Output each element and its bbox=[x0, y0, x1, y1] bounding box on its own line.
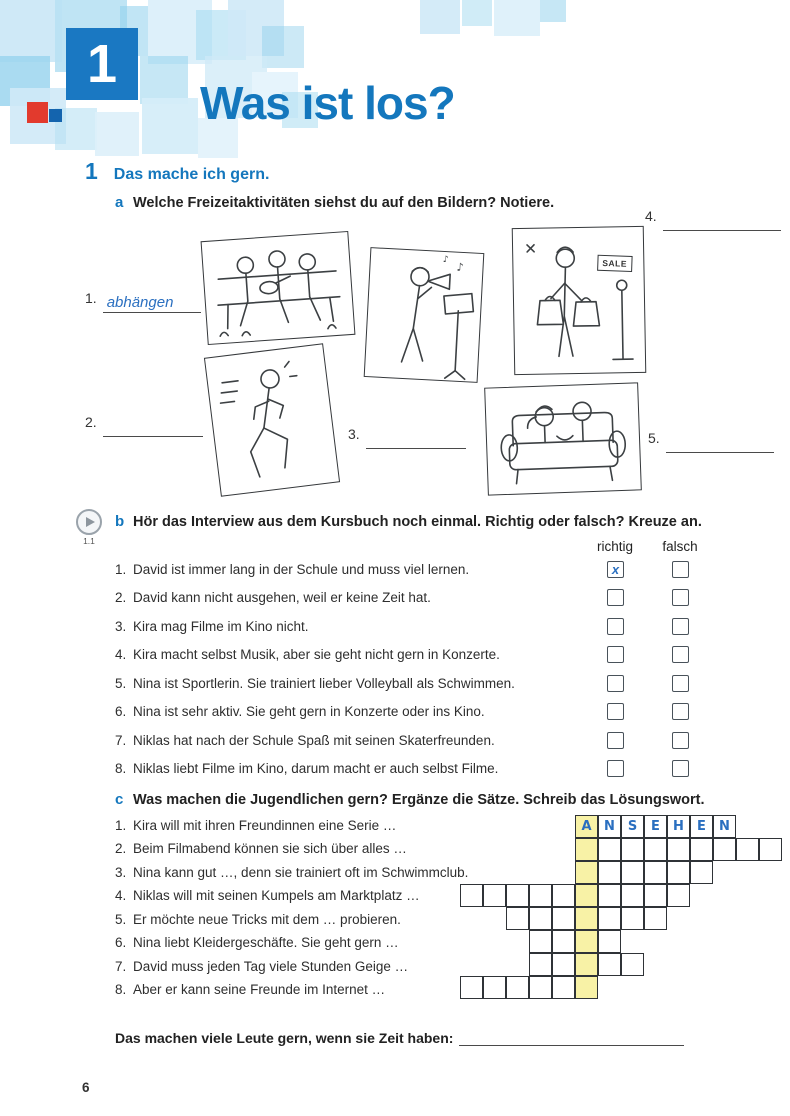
blank-number: 2. bbox=[85, 414, 97, 430]
couch-tv-drawing bbox=[485, 383, 641, 494]
illustration-jogger bbox=[204, 343, 340, 497]
statement-row bbox=[115, 647, 765, 667]
sentence-number: 2. bbox=[115, 841, 127, 856]
decorative-square bbox=[0, 0, 62, 62]
crossword-solution-cell[interactable] bbox=[575, 976, 598, 999]
blank-number: 1. bbox=[85, 290, 97, 306]
answer-blank-3 bbox=[348, 426, 466, 449]
statement-text: Kira macht selbst Musik, aber sie geht nicht gern in Konzerte. bbox=[133, 647, 500, 662]
answer-blank-2 bbox=[85, 414, 203, 437]
sentence-row bbox=[115, 959, 595, 974]
statement-number: 8. bbox=[115, 761, 127, 776]
crossword-cell[interactable] bbox=[598, 907, 621, 930]
column-header-richtig: richtig bbox=[596, 539, 633, 554]
checkbox-richtig[interactable] bbox=[607, 618, 624, 635]
checkbox-falsch[interactable] bbox=[672, 675, 689, 692]
statement-number: 2. bbox=[115, 590, 127, 605]
statement-row bbox=[115, 619, 765, 639]
checkbox-falsch[interactable] bbox=[672, 760, 689, 777]
crossword-cell[interactable] bbox=[529, 907, 552, 930]
task-b-letter: b bbox=[115, 513, 125, 530]
bench-hangout-drawing bbox=[202, 232, 355, 344]
trumpet-player-drawing bbox=[365, 248, 484, 382]
writing-line[interactable] bbox=[666, 434, 774, 453]
sentence-text: Aber er kann seine Freunde im Internet … bbox=[133, 982, 386, 997]
sale-sign: SALE bbox=[597, 255, 632, 272]
section-number: 1 bbox=[85, 158, 98, 184]
sentence-number: 3. bbox=[115, 865, 127, 880]
crossword-cell[interactable] bbox=[621, 861, 644, 884]
crossword-cell[interactable] bbox=[621, 838, 644, 861]
statement-text: Nina ist sehr aktiv. Sie geht gern in Konzerte oder ins Kino. bbox=[133, 704, 485, 719]
crossword-cell[interactable] bbox=[506, 976, 529, 999]
crossword-cell[interactable] bbox=[506, 884, 529, 907]
answer-blank-5 bbox=[648, 430, 774, 453]
crossword-cell[interactable] bbox=[644, 861, 667, 884]
handwritten-letter: H bbox=[673, 819, 684, 834]
crossword-cell[interactable] bbox=[667, 884, 690, 907]
crossword-cell[interactable] bbox=[598, 838, 621, 861]
solution-writing-line[interactable] bbox=[459, 1031, 684, 1046]
crossword-cell[interactable] bbox=[690, 815, 713, 838]
page-title: Was ist los? bbox=[200, 77, 455, 129]
illustration-friends-on-bench bbox=[201, 231, 356, 345]
blank-number: 4. bbox=[645, 208, 657, 224]
checkbox-falsch[interactable] bbox=[672, 589, 689, 606]
decorative-square bbox=[540, 0, 566, 22]
writing-line[interactable] bbox=[103, 294, 201, 313]
statement-number: 1. bbox=[115, 562, 127, 577]
svg-text:♪: ♪ bbox=[456, 260, 464, 274]
audio-play-icon[interactable] bbox=[76, 509, 102, 535]
checkbox-richtig[interactable] bbox=[607, 760, 624, 777]
handwritten-answer bbox=[103, 418, 107, 435]
crossword-cell[interactable] bbox=[598, 953, 621, 976]
sentence-text: Kira will mit ihren Freundinnen eine Serie … bbox=[133, 818, 397, 833]
sentence-number: 7. bbox=[115, 959, 127, 974]
blank-number: 5. bbox=[648, 430, 660, 446]
crossword-cell[interactable] bbox=[529, 930, 552, 953]
decorative-red-square bbox=[27, 102, 48, 123]
crossword-cell[interactable] bbox=[552, 976, 575, 999]
play-triangle-icon bbox=[86, 517, 95, 527]
blank-number: 3. bbox=[348, 426, 360, 442]
statement-row bbox=[115, 676, 765, 696]
crossword-cell[interactable] bbox=[460, 884, 483, 907]
crossword-solution-cell[interactable] bbox=[575, 815, 598, 838]
jogging-drawing bbox=[205, 344, 339, 495]
task-c-letter: c bbox=[115, 791, 124, 808]
decorative-blue-square bbox=[49, 109, 62, 122]
task-a-instruction: Welche Freizeitaktivitäten siehst du auf den Bildern? Notiere. bbox=[133, 195, 555, 211]
sentence-text: Nina liebt Kleidergeschäfte. Sie geht gern … bbox=[133, 935, 399, 950]
writing-line[interactable] bbox=[103, 418, 203, 437]
statement-text: Kira mag Filme im Kino nicht. bbox=[133, 619, 309, 634]
crossword-cell[interactable] bbox=[644, 815, 667, 838]
statement-row bbox=[115, 704, 765, 724]
solution-word-line bbox=[115, 1030, 684, 1046]
handwritten-letter: S bbox=[627, 819, 638, 834]
svg-text:♪: ♪ bbox=[442, 254, 449, 266]
checkbox-richtig[interactable] bbox=[607, 703, 624, 720]
sentence-text: Niklas will mit seinen Kumpels am Marktplatz … bbox=[133, 888, 420, 903]
crossword-solution-cell[interactable] bbox=[575, 884, 598, 907]
statement-row bbox=[115, 562, 765, 582]
sentence-number: 8. bbox=[115, 982, 127, 997]
crossword-cell[interactable] bbox=[690, 861, 713, 884]
task-a-letter: a bbox=[115, 194, 124, 211]
checkbox-falsch[interactable] bbox=[672, 703, 689, 720]
statement-number: 5. bbox=[115, 676, 127, 691]
crossword-cell[interactable] bbox=[598, 815, 621, 838]
crossword-cell[interactable] bbox=[759, 838, 782, 861]
crossword-cell[interactable] bbox=[506, 907, 529, 930]
checkbox-falsch[interactable] bbox=[672, 561, 689, 578]
statement-row bbox=[115, 590, 765, 610]
handwritten-answer: abhängen bbox=[106, 294, 174, 311]
handwritten-answer bbox=[663, 212, 667, 229]
statement-text: David ist immer lang in der Schule und muss viel lernen. bbox=[133, 562, 470, 577]
handwritten-letter: E bbox=[697, 819, 706, 834]
handwritten-letter: N bbox=[604, 819, 615, 834]
statement-row bbox=[115, 761, 765, 781]
sentence-row bbox=[115, 865, 595, 880]
crossword-solution-cell[interactable] bbox=[575, 838, 598, 861]
statement-row bbox=[115, 733, 765, 753]
crossword-cell[interactable] bbox=[667, 861, 690, 884]
chapter-number-badge bbox=[66, 28, 138, 100]
checkbox-falsch[interactable] bbox=[672, 618, 689, 635]
section-heading bbox=[85, 158, 269, 185]
sentence-text: David muss jeden Tag viele Stunden Geige … bbox=[133, 959, 409, 974]
statement-number: 6. bbox=[115, 704, 127, 719]
crossword-cell[interactable] bbox=[529, 953, 552, 976]
audio-track-number: 1.1 bbox=[83, 536, 95, 546]
checkbox-richtig[interactable] bbox=[607, 646, 624, 663]
crossword-cell[interactable] bbox=[667, 838, 690, 861]
crossword-cell[interactable] bbox=[483, 976, 506, 999]
writing-line[interactable] bbox=[366, 430, 466, 449]
crossword-solution-cell[interactable] bbox=[575, 930, 598, 953]
crossword-cell[interactable] bbox=[598, 930, 621, 953]
task-c-heading bbox=[115, 791, 705, 808]
statement-text: David kann nicht ausgehen, weil er keine Zeit hat. bbox=[133, 590, 431, 605]
crossword-cell[interactable] bbox=[552, 953, 575, 976]
sentence-text: Beim Filmabend können sie sich über alles … bbox=[133, 841, 407, 856]
solution-prompt: Das machen viele Leute gern, wenn sie Zeit haben: bbox=[115, 1030, 454, 1046]
handwritten-answer bbox=[366, 430, 370, 447]
decorative-square bbox=[142, 98, 198, 154]
sentence-row bbox=[115, 841, 595, 856]
decorative-square bbox=[140, 56, 188, 104]
crossword-cell[interactable] bbox=[621, 907, 644, 930]
decorative-square bbox=[95, 112, 139, 156]
handwritten-letter: A bbox=[581, 819, 592, 834]
crossword-cell[interactable] bbox=[667, 815, 690, 838]
writing-line[interactable] bbox=[663, 212, 781, 231]
crossword-cell[interactable] bbox=[529, 884, 552, 907]
handwritten-check-mark: x bbox=[611, 562, 620, 577]
answer-blank-1 bbox=[85, 290, 201, 313]
crossword-cell[interactable] bbox=[598, 861, 621, 884]
crossword-cell[interactable] bbox=[621, 953, 644, 976]
handwritten-answer bbox=[666, 434, 670, 451]
crossword-cell[interactable] bbox=[644, 907, 667, 930]
statement-text: Nina ist Sportlerin. Sie trainiert lieber Volleyball als Schwimmen. bbox=[133, 676, 515, 691]
sentence-number: 4. bbox=[115, 888, 127, 903]
illustration-couch-tv bbox=[484, 382, 642, 495]
crossword-cell[interactable] bbox=[644, 884, 667, 907]
crossword-cell[interactable] bbox=[713, 838, 736, 861]
handwritten-letter: E bbox=[651, 819, 660, 834]
task-a-heading bbox=[115, 194, 554, 211]
crossword-cell[interactable] bbox=[552, 884, 575, 907]
crossword-cell[interactable] bbox=[598, 884, 621, 907]
crossword-cell[interactable] bbox=[621, 815, 644, 838]
answer-blank-4 bbox=[645, 208, 781, 231]
crossword-cell[interactable] bbox=[529, 976, 552, 999]
checkbox-richtig[interactable] bbox=[607, 675, 624, 692]
crossword-cell[interactable] bbox=[644, 838, 667, 861]
crossword-cell[interactable] bbox=[552, 907, 575, 930]
sentence-row bbox=[115, 935, 595, 950]
decorative-square bbox=[420, 0, 460, 34]
decorative-square bbox=[262, 26, 304, 68]
crossword-solution-cell[interactable] bbox=[575, 861, 598, 884]
sentence-row bbox=[115, 818, 595, 833]
sentence-number: 6. bbox=[115, 935, 127, 950]
task-c-instruction: Was machen die Jugendlichen gern? Ergänze die Sätze. Schreib das Lösungswort. bbox=[133, 792, 705, 808]
task-b-heading bbox=[115, 513, 702, 530]
checkbox-falsch[interactable] bbox=[672, 646, 689, 663]
crossword-solution-cell[interactable] bbox=[575, 907, 598, 930]
decorative-square bbox=[462, 0, 492, 26]
handwritten-letter: N bbox=[719, 819, 730, 834]
statement-number: 4. bbox=[115, 647, 127, 662]
crossword-solution-cell[interactable] bbox=[575, 953, 598, 976]
sentence-text: Nina kann gut …, denn sie trainiert oft im Schwimmclub. bbox=[133, 865, 469, 880]
statement-number: 3. bbox=[115, 619, 127, 634]
task-b-instruction: Hör das Interview aus dem Kursbuch noch einmal. Richtig oder falsch? Kreuze an. bbox=[133, 514, 702, 530]
crossword-cell[interactable] bbox=[713, 815, 736, 838]
shopping-drawing bbox=[513, 227, 646, 374]
checkbox-richtig[interactable] bbox=[607, 561, 624, 578]
chapter-number: 1 bbox=[86, 34, 118, 94]
crossword-cell[interactable] bbox=[460, 976, 483, 999]
sentence-number: 5. bbox=[115, 912, 127, 927]
crossword-cell[interactable] bbox=[690, 838, 713, 861]
column-header-falsch: falsch bbox=[662, 539, 698, 554]
illustration-trumpet-player bbox=[364, 247, 485, 383]
sentence-number: 1. bbox=[115, 818, 127, 833]
statement-text: Niklas hat nach der Schule Spaß mit seinen Skaterfreunden. bbox=[133, 733, 495, 748]
checkbox-richtig[interactable] bbox=[607, 589, 624, 606]
crossword-cell[interactable] bbox=[483, 884, 506, 907]
crossword-cell[interactable] bbox=[736, 838, 759, 861]
statement-text: Niklas liebt Filme im Kino, darum macht er auch selbst Filme. bbox=[133, 761, 499, 776]
section-title: Das mache ich gern. bbox=[113, 166, 270, 183]
decorative-square bbox=[494, 0, 540, 36]
page-number: 6 bbox=[82, 1080, 90, 1095]
statement-number: 7. bbox=[115, 733, 127, 748]
sentence-text: Er möchte neue Tricks mit dem … probieren. bbox=[133, 912, 401, 927]
illustration-shopping bbox=[512, 226, 647, 375]
checkbox-falsch[interactable] bbox=[672, 732, 689, 749]
crossword-cell[interactable] bbox=[552, 930, 575, 953]
crossword-cell[interactable] bbox=[621, 884, 644, 907]
checkbox-richtig[interactable] bbox=[607, 732, 624, 749]
